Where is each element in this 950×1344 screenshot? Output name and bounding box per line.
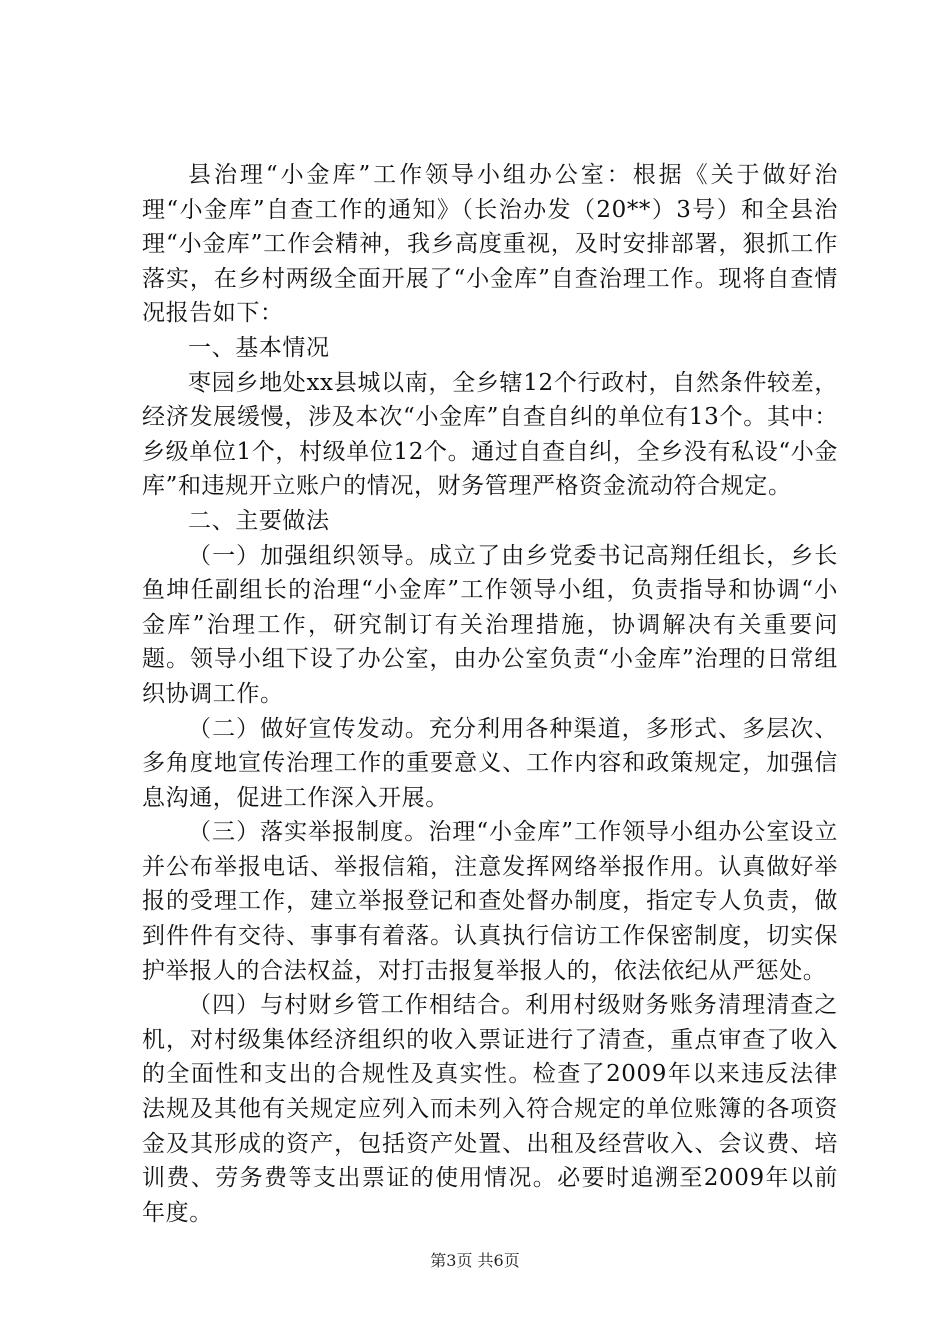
- page-number-footer: 第3页 共6页: [430, 1251, 520, 1270]
- method-paragraph-2: （二）做好宣传发动。充分利用各种渠道，多形式、多层次、多角度地宣传治理工作的重要意义、工作内容和政策规定，加强信息沟通，促进工作深入开展。: [142, 715, 838, 811]
- method-paragraph-3: （三）落实举报制度。治理“小金库”工作领导小组办公室设立并公布举报电话、举报信箱，注意发挥网络举报作用。认真做好举报的受理工作，建立举报登记和查处督办制度，指定专人负责，做到件件有交待、事事有着落。认真执行信访工作保密制度，切实保护举报人的合法权益，对打击报复举报人的，依法依纪从严惩处。: [142, 819, 838, 984]
- method-paragraph-4: （四）与村财乡管工作相结合。利用村级财务账务清理清查之机，对村级集体经济组织的收入票证进行了清查，重点审查了收入的全面性和支出的合规性及真实性。检查了2009年以来违反法律法规及其他有关规定应列入而未列入符合规定的单位账簿的各项资金及其形成的资产，包括资产处置、出租及经营收入、会议费、培训费、劳务费等支出票证的使用情况。必要时追溯至2009年以前年度。: [142, 992, 838, 1226]
- intro-paragraph: 县治理“小金库”工作领导小组办公室：根据《关于做好治理“小金库”自查工作的通知》（长治办发（20**）3号）和全县治理“小金库”工作会精神，我乡高度重视，及时安排部署，狠抓工作落实，在乡村两级全面开展了“小金库”自查治理工作。现将自查情况报告如下：: [142, 162, 838, 327]
- method-paragraph-1: （一）加强组织领导。成立了由乡党委书记高翔任组长，乡长鱼坤任副组长的治理“小金库”工作领导小组，负责指导和协调“小金库”治理工作，研究制订有关治理措施，协调解决有关重要问题。领导小组下设了办公室，由办公室负责“小金库”治理的日常组织协调工作。: [142, 542, 838, 707]
- section-heading-basic: 一、基本情况: [188, 334, 330, 361]
- basic-situation-paragraph: 枣园乡地处xx县城以南，全乡辖12个行政村，自然条件较差，经济发展缓慢，涉及本次“小金库”自查自纠的单位有13个。其中：乡级单位1个，村级单位12个。通过自查自纠，全乡没有私设“小金库”和违规开立账户的情况，财务管理严格资金流动符合规定。: [142, 369, 838, 500]
- section-heading-methods: 二、主要做法: [188, 507, 330, 534]
- document-body: [142, 158, 838, 1230]
